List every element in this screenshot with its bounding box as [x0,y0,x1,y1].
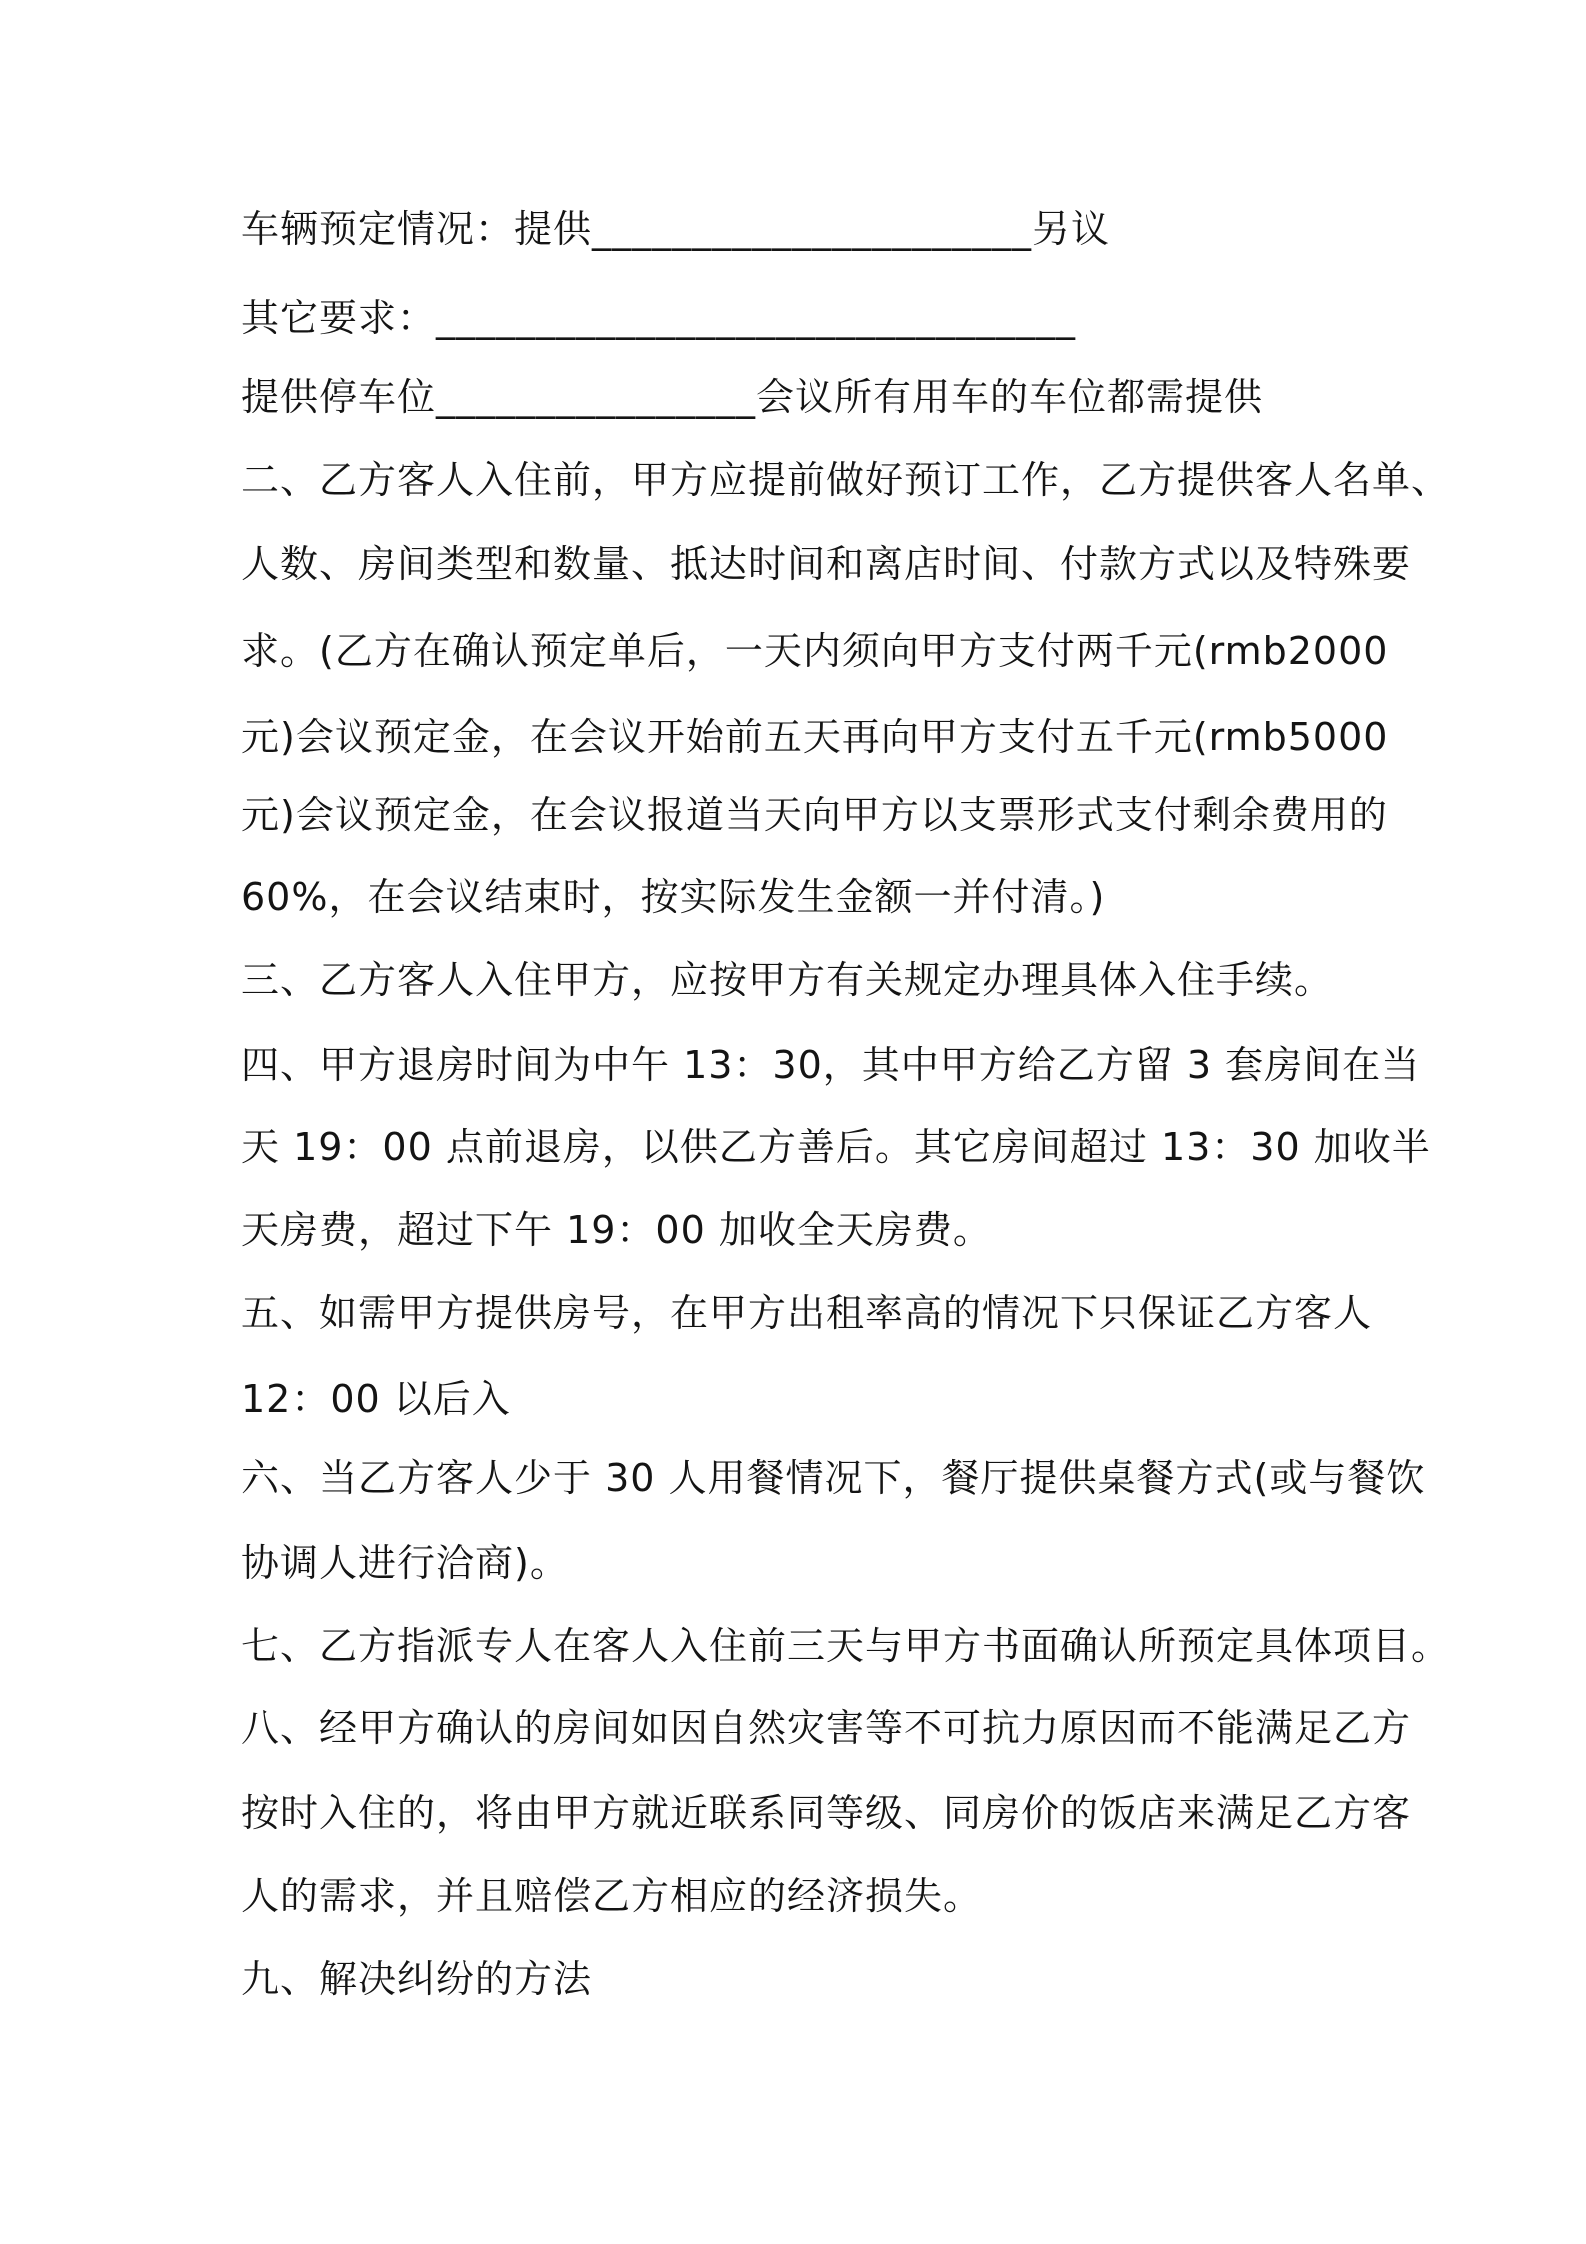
clause-2-line-5: 元)会议预定金，在会议报道当天向甲方以支票形式支付剩余费用的 [241,793,1388,837]
clause-7-line-1: 七、乙方指派专人在客人入住前三天与甲方书面确认所预定具体项目。 [241,1624,1451,1668]
clause-4-line-2: 天 19：00 点前退房，以供乙方善后。其它房间超过 13：30 加收半 [241,1125,1431,1169]
clause-8-line-3: 人的需求，并且赔偿乙方相应的经济损失。 [241,1874,983,1918]
clause-2-line-2: 人数、房间类型和数量、抵达时间和离店时间、付款方式以及特殊要 [241,542,1412,586]
clause-8-line-2: 按时入住的，将由甲方就近联系同等级、同房价的饭店来满足乙方客 [241,1791,1412,1835]
clause-2-line-6: 60%，在会议结束时，按实际发生金额一并付清。) [241,875,1106,919]
clause-6-line-2: 协调人进行洽商)。 [241,1541,569,1585]
clause-9-heading: 九、解决纠纷的方法 [241,1957,593,2001]
clause-2-line-4: 元)会议预定金，在会议开始前五天再向甲方支付五千元(rmb5000 [241,715,1389,759]
vehicle-booking-line: 车辆预定情况：提供______________________另议 [241,207,1111,251]
clause-4-line-1: 四、甲方退房时间为中午 13：30，其中甲方给乙方留 3 套房间在当 [241,1043,1421,1087]
other-requirements-line: 其它要求：________________________________ [241,296,1077,340]
clause-5-line-1: 五、如需甲方提供房号，在甲方出租率高的情况下只保证乙方客人 [241,1291,1373,1335]
clause-3-line-1: 三、乙方客人入住甲方，应按甲方有关规定办理具体入住手续。 [241,958,1334,1002]
clause-8-line-1: 八、经甲方确认的房间如因自然灾害等不可抗力原因而不能满足乙方 [241,1706,1412,1750]
clause-5-line-2: 12：00 以后入 [241,1377,511,1421]
clause-2-line-3: 求。(乙方在确认预定单后，一天内须向甲方支付两千元(rmb2000 [241,629,1389,673]
clause-2-line-1: 二、乙方客人入住前，甲方应提前做好预订工作，乙方提供客人名单、 [241,458,1451,502]
clause-6-line-1: 六、当乙方客人少于 30 人用餐情况下，餐厅提供桌餐方式(或与餐饮 [241,1456,1426,1500]
clause-4-line-3: 天房费，超过下午 19：00 加收全天房费。 [241,1208,992,1252]
parking-line: 提供停车位________________会议所有用车的车位都需提供 [241,375,1264,419]
